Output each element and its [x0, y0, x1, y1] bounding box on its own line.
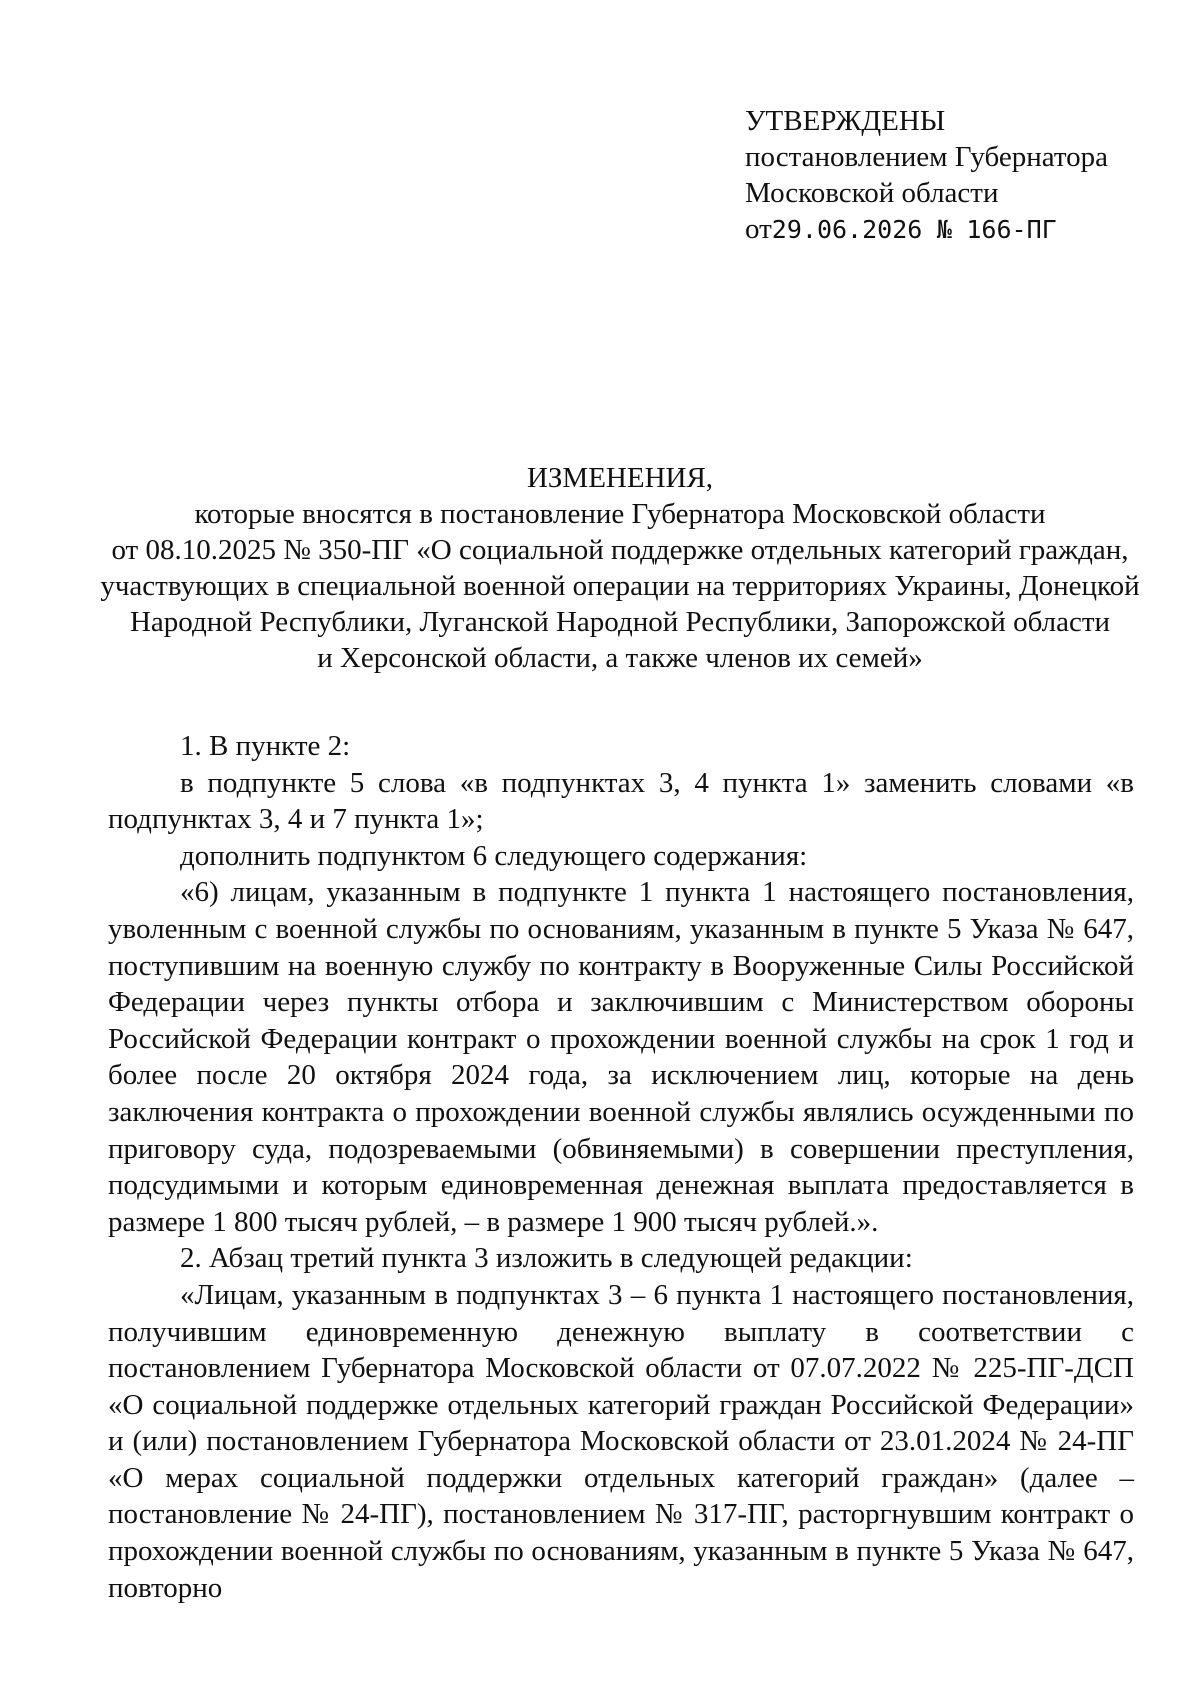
- approval-line-2: Московской области: [745, 177, 999, 209]
- heading-line: и Херсонской области, а также членов их семей»: [317, 642, 923, 674]
- heading-line: которые вносятся в постановление Губернатора Московской области: [194, 498, 1046, 530]
- paragraph: «Лицам, указанным в подпунктах 3 – 6 пункта 1 настоящего постановления, получившим единовременную денежную выплату в соответствии с постановлением Губернатора Московской области от 07.07.2022 № 225-ПГ-ДСП «О социальной поддержке отдельных категорий граждан Российской Федерации» и (или) постановлением Губернатора Московской области от 23.01.2024 № 24-ПГ «О мерах социальной поддержки отдельных категорий граждан» (далее – постановление № 24-ПГ), постановлением № 317-ПГ, расторгнувшим контракт о прохождении военной службы по основаниям, указанным в пункте 5 Указа № 647, повторно: [108, 1278, 1134, 1604]
- date-prefix: от: [745, 213, 772, 245]
- heading-title: ИЗМЕНЕНИЯ,: [526, 462, 714, 494]
- heading-line: участвующих в специальной военной операции на территориях Украины, Донецкой: [100, 570, 1140, 602]
- paragraph: в подпункте 5 слова «в подпунктах 3, 4 пункта 1» заменить словами «в подпунктах 3, 4 и 7 пункта 1»;: [108, 766, 1134, 836]
- document-body: [108, 728, 1134, 1606]
- heading-line: от 08.10.2025 № 350-ПГ «О социальной поддержке отдельных категорий граждан,: [111, 534, 1129, 566]
- paragraph: дополнить подпунктом 6 следующего содержания:: [180, 839, 808, 872]
- paragraph: 1. В пункте 2:: [180, 730, 351, 762]
- number-sign: №: [936, 215, 952, 244]
- heading-line: Народной Республики, Луганской Народной Республики, Запорожской области: [129, 606, 1111, 638]
- approval-title: УТВЕРЖДЕНЫ: [745, 105, 946, 137]
- approval-date-line: [745, 211, 1108, 248]
- approval-number: 166-ПГ: [966, 215, 1057, 244]
- approval-date: 29.06.2026: [771, 215, 923, 244]
- paragraph: «6) лицам, указанным в подпункте 1 пункта 1 настоящего постановления, уволенным с военной службы по основаниям, указанным в пункте 5 Указа № 647, поступившим на военную службу по контракту в Вооруженные Силы Российской Федерации через пункты отбора и заключившим с Министерством обороны Российской Федерации контракт о прохождении военной службы на срок 1 год и более после 20 октября 2024 года, за исключением лиц, которые на день заключения контракта о прохождении военной службы являлись осужденными по приговору суда, подозреваемыми (обвиняемыми) в совершении преступления, подсудимыми и которым единовременная денежная выплата предоставляется в размере 1 800 тысяч рублей, – в размере 1 900 тысяч рублей.».: [108, 876, 1134, 1238]
- approval-stamp: [745, 103, 1108, 248]
- paragraph: 2. Абзац третий пункта 3 изложить в следующей редакции:: [180, 1242, 913, 1275]
- approval-line-1: постановлением Губернатора: [745, 141, 1109, 173]
- document-heading: [100, 460, 1140, 676]
